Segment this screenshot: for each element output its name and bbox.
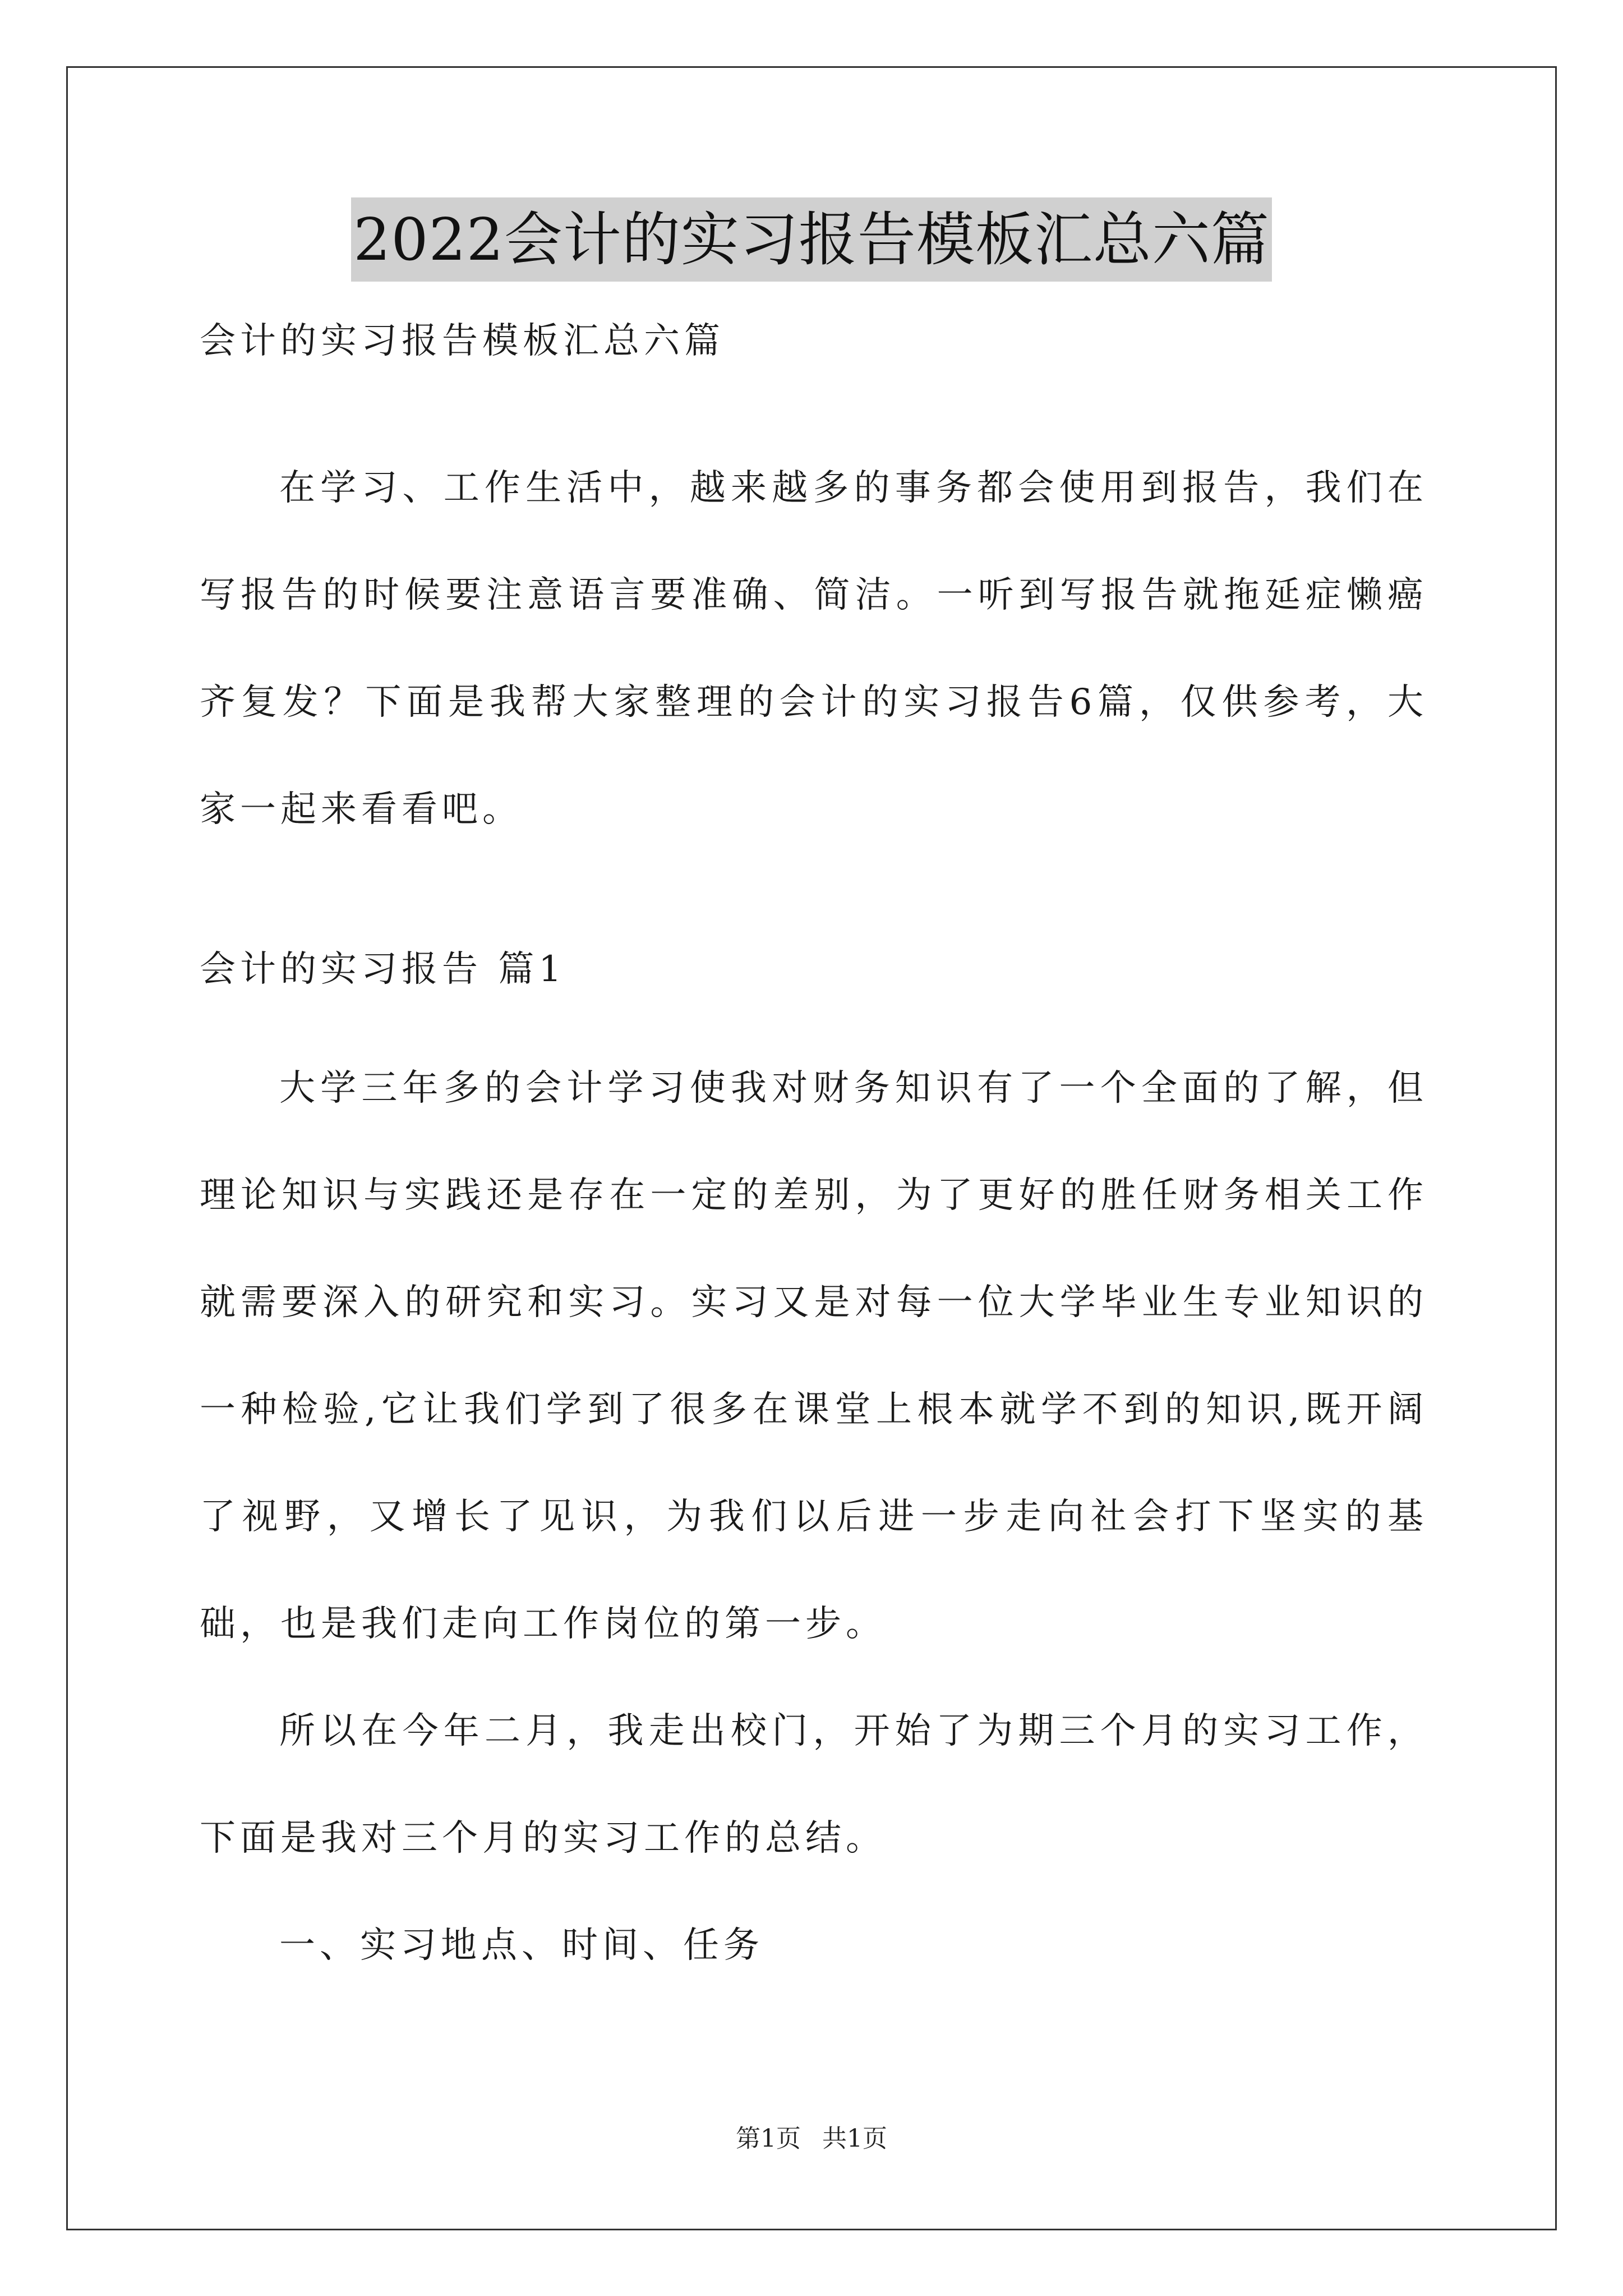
section-heading: 会计的实习报告 篇1 bbox=[200, 949, 566, 990]
title-container bbox=[0, 197, 1623, 282]
intro-paragraph: 在学习、工作生活中，越来越多的事务都会使用到报告，我们在写报告的时候要注意语言要准确、简洁。一听到写报告就拖延症懒癌齐复发？下面是我帮大家整理的会计的实习报告6篇，仅供参考，大家一起来看看吧。 bbox=[200, 467, 1428, 830]
paragraph: 所以在今年二月，我走出校门，开始了为期三个月的实习工作，下面是我对三个月的实习工作的总结。 bbox=[200, 1710, 1428, 1859]
page-number-total: 共1页 bbox=[822, 2124, 887, 2153]
page-number-current: 第1页 bbox=[736, 2124, 801, 2153]
paragraph: 一、实习地点、时间、任务 bbox=[279, 1925, 764, 1966]
section-body bbox=[200, 1035, 1428, 1999]
document-title: 2022会计的实习报告模板汇总六篇 bbox=[351, 197, 1272, 282]
page-footer bbox=[0, 2122, 1623, 2156]
paragraph: 大学三年多的会计学习使我对财务知识有了一个全面的了解，但理论知识与实践还是存在一定的差别，为了更好的胜任财务相关工作就需要深入的研究和实习。实习又是对每一位大学毕业生专业知识的一种检验,它让我们学到了很多在课堂上根本就学不到的知识,既开阔了视野，又增长了见识，为我们以后进一步走向社会打下坚实的基础，也是我们走向工作岗位的第一步。 bbox=[200, 1068, 1428, 1645]
document-subtitle: 会计的实习报告模板汇总六篇 bbox=[200, 320, 725, 362]
